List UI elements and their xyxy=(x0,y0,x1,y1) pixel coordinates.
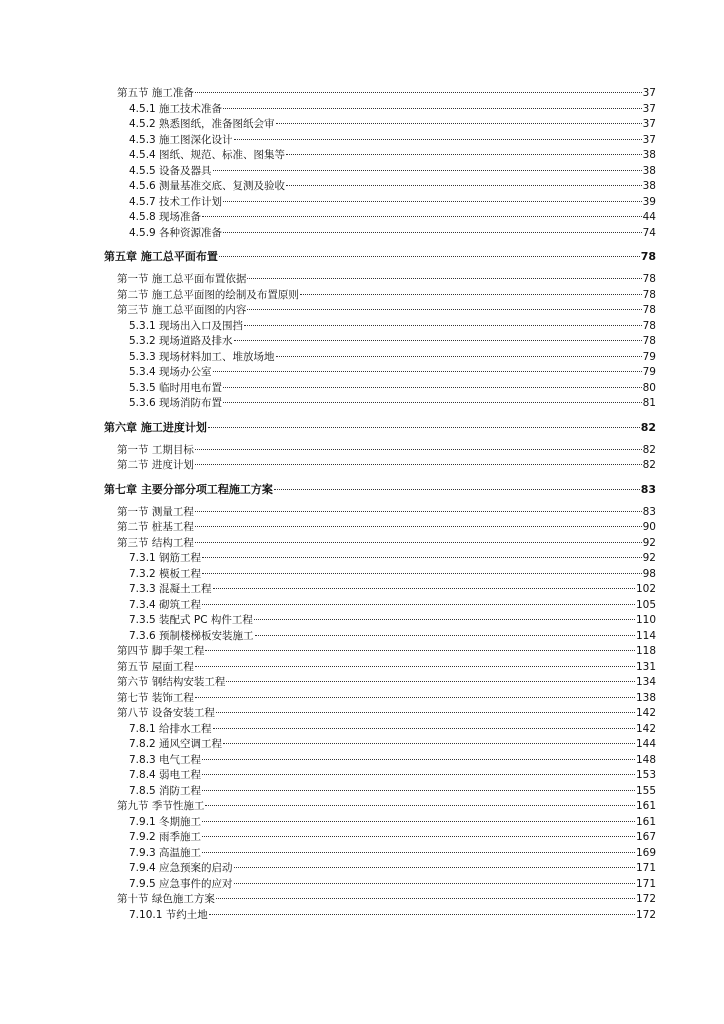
toc-dot-leader xyxy=(274,489,640,490)
toc-dot-leader xyxy=(247,278,641,279)
toc-page-number: 38 xyxy=(642,164,656,177)
toc-dot-leader xyxy=(195,511,642,512)
toc-page-number: 83 xyxy=(642,505,656,518)
toc-page-number: 105 xyxy=(635,598,656,611)
toc-entry-label: 第一节 工期目标 xyxy=(117,443,194,456)
toc-page-number: 131 xyxy=(635,660,656,673)
toc-subsection-entry[interactable] xyxy=(104,567,656,583)
toc-entry-label: 第六章 施工进度计划 xyxy=(104,420,207,434)
toc-dot-leader xyxy=(300,294,642,295)
toc-entry-label: 第五章 施工总平面布置 xyxy=(104,250,218,263)
toc-section-entry[interactable] xyxy=(104,706,656,722)
toc-dot-leader xyxy=(195,666,635,667)
toc-entry-label: 第七章 主要分部分项工程施工方案 xyxy=(104,482,273,496)
toc-dot-leader xyxy=(195,542,642,543)
toc-entry-label: 7.9.1 冬期施工 xyxy=(129,815,202,828)
toc-section-entry[interactable] xyxy=(104,892,656,908)
toc-section-entry[interactable] xyxy=(104,443,656,459)
toc-entry-label: 4.5.7 技术工作计划 xyxy=(129,195,223,208)
toc-entry-label: 5.3.2 现场道路及排水 xyxy=(129,335,233,347)
toc-subsection-entry[interactable] xyxy=(104,365,656,381)
toc-entry-label: 7.8.3 电气工程 xyxy=(129,753,202,766)
toc-entry-label: 5.3.1 现场出入口及围挡 xyxy=(129,319,244,332)
toc-page-number: 92 xyxy=(642,552,656,564)
toc-page-number: 167 xyxy=(635,831,656,843)
toc-entry-label: 第三节 结构工程 xyxy=(117,536,194,549)
toc-dot-leader xyxy=(205,805,635,806)
toc-subsection-entry[interactable] xyxy=(104,582,656,598)
toc-page-number: 80 xyxy=(642,381,656,394)
toc-entry-label: 5.3.6 现场消防布置 xyxy=(129,397,223,409)
toc-entry-label: 第一节 施工总平面布置依据 xyxy=(117,273,247,285)
toc-page-number: 142 xyxy=(635,707,656,719)
toc-entry-label: 4.5.6 测量基准交底、复测及验收 xyxy=(129,180,286,192)
toc-dot-leader xyxy=(276,123,642,124)
toc-entry-label: 7.3.3 混凝土工程 xyxy=(129,583,212,595)
toc-entry-label: 第九节 季节性施工 xyxy=(117,800,205,812)
toc-entry-label: 7.9.5 应急事件的应对 xyxy=(129,877,233,890)
toc-entry-label: 7.3.2 模板工程 xyxy=(129,567,202,580)
toc-subsection-entry[interactable] xyxy=(104,164,656,180)
toc-dot-leader xyxy=(216,898,635,899)
toc-page-number: 161 xyxy=(635,815,656,828)
toc-subsection-entry[interactable] xyxy=(104,179,656,195)
toc-subsection-entry[interactable] xyxy=(104,319,656,335)
toc-section-entry[interactable] xyxy=(104,660,656,676)
toc-page-number: 153 xyxy=(635,769,656,781)
toc-dot-leader xyxy=(276,356,642,357)
toc-page-number: 37 xyxy=(642,102,656,115)
toc-entry-label: 5.3.5 临时用电布置 xyxy=(129,381,223,394)
toc-page-number: 38 xyxy=(642,180,656,192)
toc-page-number: 81 xyxy=(642,397,656,409)
toc-page-number: 37 xyxy=(642,87,656,99)
toc-subsection-entry[interactable] xyxy=(104,381,656,397)
toc-entry-label: 第三节 施工总平面图的内容 xyxy=(117,304,247,316)
toc-page-number: 83 xyxy=(640,482,656,496)
toc-subsection-entry[interactable] xyxy=(104,195,656,211)
toc-dot-leader xyxy=(234,867,635,868)
toc-entry-label: 7.3.6 预制楼梯板安装施工 xyxy=(129,629,254,642)
toc-entry-label: 第五节 屋面工程 xyxy=(117,660,194,673)
toc-page-number: 78 xyxy=(642,288,656,301)
toc-subsection-entry[interactable] xyxy=(104,102,656,118)
toc-dot-leader xyxy=(223,743,635,744)
toc-entry-label: 7.8.4 弱电工程 xyxy=(129,769,202,781)
toc-dot-leader xyxy=(202,790,635,791)
toc-dot-leader xyxy=(213,588,635,589)
toc-dot-leader xyxy=(223,108,642,109)
toc-entry-label: 7.8.1 给排水工程 xyxy=(129,722,212,735)
toc-subsection-entry[interactable] xyxy=(104,784,656,800)
toc-dot-leader xyxy=(213,728,635,729)
toc-entry-label: 7.3.5 装配式 PC 构件工程 xyxy=(129,614,253,626)
toc-subsection-entry[interactable] xyxy=(104,133,656,149)
toc-dot-leader xyxy=(202,216,642,217)
toc-entry-label: 7.10.1 节约土地 xyxy=(129,908,208,921)
toc-subsection-entry[interactable] xyxy=(104,117,656,133)
toc-entry-label: 第十节 绿色施工方案 xyxy=(117,893,215,905)
toc-page-number: 78 xyxy=(642,304,656,316)
toc-page-number: 39 xyxy=(642,195,656,208)
toc-subsection-entry[interactable] xyxy=(104,210,656,226)
toc-section-entry[interactable] xyxy=(104,799,656,815)
toc-dot-leader xyxy=(226,681,635,682)
toc-dot-leader xyxy=(223,402,642,403)
toc-page-number: 110 xyxy=(635,614,656,626)
toc-dot-leader xyxy=(254,619,635,620)
toc-page-number: 90 xyxy=(642,521,656,533)
toc-page-number: 144 xyxy=(635,738,656,750)
toc-subsection-entry[interactable] xyxy=(104,830,656,846)
toc-dot-leader xyxy=(209,914,635,915)
toc-dot-leader xyxy=(202,759,635,760)
toc-page-number: 78 xyxy=(642,335,656,347)
toc-dot-leader xyxy=(202,557,642,558)
toc-entry-label: 第二节 施工总平面图的绘制及布置原则 xyxy=(117,288,299,301)
toc-dot-leader xyxy=(247,309,641,310)
toc-section-entry[interactable] xyxy=(104,303,656,319)
toc-page-number: 38 xyxy=(642,149,656,161)
toc-section-entry[interactable] xyxy=(104,520,656,536)
toc-entry-label: 第一节 测量工程 xyxy=(117,505,194,518)
toc-subsection-entry[interactable] xyxy=(104,148,656,164)
toc-entry-label: 7.9.2 雨季施工 xyxy=(129,831,202,843)
toc-subsection-entry[interactable] xyxy=(104,350,656,366)
toc-subsection-entry[interactable] xyxy=(104,551,656,567)
toc-dot-leader xyxy=(234,139,642,140)
toc-dot-leader xyxy=(234,340,642,341)
toc-page-number: 172 xyxy=(635,893,656,905)
toc-dot-leader xyxy=(195,449,642,450)
toc-page-number: 161 xyxy=(635,800,656,812)
toc-chapter-entry[interactable] xyxy=(104,418,656,437)
toc-entry-label: 第二节 桩基工程 xyxy=(117,521,194,533)
toc-dot-leader xyxy=(219,256,640,257)
toc-dot-leader xyxy=(223,387,642,388)
toc-page-number: 155 xyxy=(635,784,656,797)
toc-page-number: 171 xyxy=(635,862,656,874)
toc-page-number: 169 xyxy=(635,846,656,859)
toc-entry-label: 第七节 装饰工程 xyxy=(117,691,194,704)
toc-subsection-entry[interactable] xyxy=(104,861,656,877)
toc-subsection-entry[interactable] xyxy=(104,737,656,753)
toc-entry-label: 7.8.2 通风空调工程 xyxy=(129,738,223,750)
toc-dot-leader xyxy=(202,821,635,822)
toc-subsection-entry[interactable] xyxy=(104,908,656,924)
toc-chapter-entry[interactable] xyxy=(104,480,656,499)
toc-dot-leader xyxy=(195,92,642,93)
toc-subsection-entry[interactable] xyxy=(104,753,656,769)
toc-dot-leader xyxy=(223,232,642,233)
toc-entry-label: 4.5.4 图纸、规范、标准、图集等 xyxy=(129,149,286,161)
toc-entry-label: 5.3.4 现场办公室 xyxy=(129,366,212,378)
toc-section-entry[interactable] xyxy=(104,675,656,691)
toc-page-number: 37 xyxy=(642,133,656,146)
toc-page-number: 114 xyxy=(635,629,656,642)
toc-page-number: 138 xyxy=(635,691,656,704)
toc-entry-label: 4.5.3 施工图深化设计 xyxy=(129,133,233,146)
toc-dot-leader xyxy=(286,185,642,186)
toc-page-number: 134 xyxy=(635,676,656,688)
toc-page-number: 79 xyxy=(642,350,656,363)
toc-subsection-entry[interactable] xyxy=(104,768,656,784)
toc-page-number: 82 xyxy=(642,443,656,456)
toc-section-entry[interactable] xyxy=(104,505,656,521)
toc-entry-label: 7.9.4 应急预案的启动 xyxy=(129,862,233,874)
toc-entry-label: 第二节 进度计划 xyxy=(117,459,194,471)
toc-page-number: 44 xyxy=(642,211,656,223)
toc-dot-leader xyxy=(195,697,635,698)
toc-dot-leader xyxy=(234,883,635,884)
toc-subsection-entry[interactable] xyxy=(104,613,656,629)
toc-section-entry[interactable] xyxy=(104,458,656,474)
toc-dot-leader xyxy=(202,774,635,775)
toc-subsection-entry[interactable] xyxy=(104,846,656,862)
toc-entry-label: 4.5.2 熟悉图纸，准备图纸会审 xyxy=(129,118,275,130)
toc-page-number: 148 xyxy=(635,753,656,766)
toc-subsection-entry[interactable] xyxy=(104,396,656,412)
toc-dot-leader xyxy=(255,635,635,636)
toc-entry-label: 7.3.4 砌筑工程 xyxy=(129,598,202,611)
toc-dot-leader xyxy=(213,371,642,372)
toc-dot-leader xyxy=(202,836,635,837)
toc-chapter-entry[interactable] xyxy=(104,247,656,266)
toc-page-number: 37 xyxy=(642,118,656,130)
toc-dot-leader xyxy=(195,526,642,527)
toc-section-entry[interactable] xyxy=(104,691,656,707)
toc-entry-label: 第五节 施工准备 xyxy=(117,87,194,99)
toc-entry-label: 5.3.3 现场材料加工、堆放场地 xyxy=(129,350,275,363)
toc-dot-leader xyxy=(202,604,635,605)
toc-section-entry[interactable] xyxy=(104,288,656,304)
toc-entry-label: 4.5.8 现场准备 xyxy=(129,211,202,223)
toc-entry-label: 7.8.5 消防工程 xyxy=(129,784,202,797)
toc-dot-leader xyxy=(195,464,642,465)
toc-dot-leader xyxy=(202,852,635,853)
toc-section-entry[interactable] xyxy=(104,644,656,660)
toc-dot-leader xyxy=(202,573,642,574)
toc-dot-leader xyxy=(216,712,635,713)
toc-page-number: 78 xyxy=(642,273,656,285)
toc-entry-label: 4.5.5 设备及器具 xyxy=(129,164,212,177)
toc-subsection-entry[interactable] xyxy=(104,815,656,831)
toc-page-number: 171 xyxy=(635,877,656,890)
toc-section-entry[interactable] xyxy=(104,536,656,552)
toc-subsection-entry[interactable] xyxy=(104,334,656,350)
toc-page-number: 142 xyxy=(635,722,656,735)
toc-page-number: 78 xyxy=(642,319,656,332)
toc-entry-label: 第八节 设备安装工程 xyxy=(117,707,215,719)
toc-page-number: 79 xyxy=(642,366,656,378)
toc-page-number: 102 xyxy=(635,583,656,595)
toc-page-number: 98 xyxy=(642,567,656,580)
toc-page-number: 92 xyxy=(642,536,656,549)
toc-entry-label: 4.5.9 各种资源准备 xyxy=(129,226,223,239)
toc-dot-leader xyxy=(205,650,635,651)
toc-page-number: 118 xyxy=(635,645,656,657)
toc-page-number: 82 xyxy=(640,420,656,434)
table-of-contents xyxy=(104,86,656,923)
toc-section-entry[interactable] xyxy=(104,272,656,288)
toc-dot-leader xyxy=(208,427,640,428)
toc-dot-leader xyxy=(223,201,642,202)
toc-dot-leader xyxy=(286,154,642,155)
toc-page-number: 78 xyxy=(640,250,656,263)
toc-section-entry[interactable] xyxy=(104,86,656,102)
toc-dot-leader xyxy=(244,325,642,326)
toc-page-number: 172 xyxy=(635,908,656,921)
toc-entry-label: 第四节 脚手架工程 xyxy=(117,645,205,657)
toc-subsection-entry[interactable] xyxy=(104,877,656,893)
toc-page-number: 82 xyxy=(642,459,656,471)
toc-entry-label: 7.9.3 高温施工 xyxy=(129,846,202,859)
toc-entry-label: 4.5.1 施工技术准备 xyxy=(129,102,223,115)
toc-subsection-entry[interactable] xyxy=(104,226,656,242)
toc-dot-leader xyxy=(213,170,642,171)
toc-page-number: 74 xyxy=(642,226,656,239)
toc-subsection-entry[interactable] xyxy=(104,722,656,738)
toc-subsection-entry[interactable] xyxy=(104,598,656,614)
toc-subsection-entry[interactable] xyxy=(104,629,656,645)
toc-entry-label: 7.3.1 钢筋工程 xyxy=(129,552,202,564)
toc-entry-label: 第六节 钢结构安装工程 xyxy=(117,676,226,688)
